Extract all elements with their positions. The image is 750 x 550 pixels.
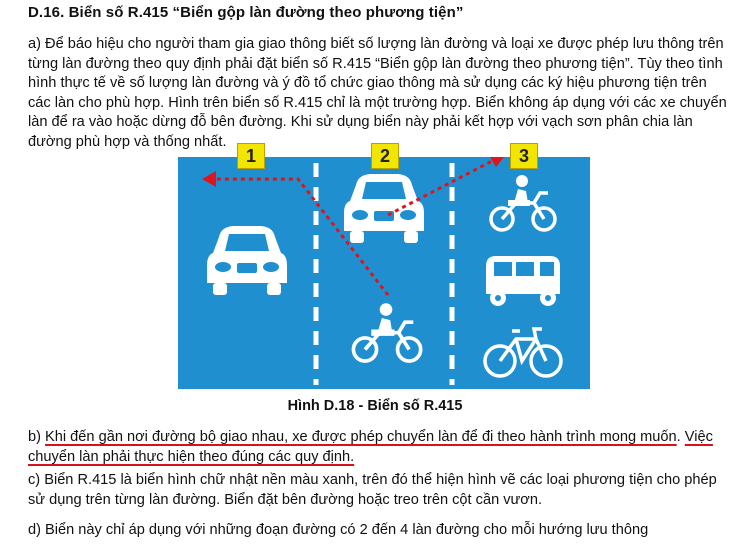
paragraph-b	[28, 428, 728, 467]
sign-r415	[178, 157, 590, 389]
paragraph-b-underlined-2: Việc chuyển làn phải thực hiện theo đúng các quy định.	[28, 429, 713, 465]
paragraph-b-underlined-1: Khi đến gần nơi đường bộ giao nhau, xe được phép chuyển làn để đi theo hành trình mong muốn	[45, 429, 677, 445]
paragraph-a: a) Để báo hiệu cho người tham gia giao thông biết số lượng làn đường và loại xe được phép lưu thông trên từng làn đường theo quy định phải đặt biển số R.415 “Biển gộp làn đường theo phương tiện”. Tùy theo tình hình thực tế về số lượng làn đường và ý đồ tổ chức giao thông mà sử dụng các ký hiệu phương tiện trên các làn cho phù hợp. Hình trên biển số R.415 chỉ là một trường hợp. Biển không áp dụng với các xe chuyển làn để ra vào hoặc dừng đỗ bên đường. Khi sử dụng biển này phải kết hợp với vạch sơn phân chia làn đường phù hợp và thống nhất.	[28, 36, 727, 150]
paragraph-c: c) Biển R.415 là biển hình chữ nhật nền màu xanh, trên đó thể hiện hình vẽ các loại phương tiện cho phép sử dụng trên từng làn đường. Biển đặt bên đường hoặc treo trên cột cần vươn.	[28, 472, 717, 508]
paragraph-d: d) Biển này chỉ áp dụng với những đoạn đường có 2 đến 4 làn đường cho mỗi hướng lưu thông	[28, 522, 649, 538]
figure-caption: Hình D.18 - Biển số R.415	[287, 398, 463, 414]
marker-1: 1	[237, 143, 265, 169]
paragraph-b-period: .	[676, 429, 685, 445]
marker-2: 2	[371, 143, 399, 169]
marker-3: 3	[510, 143, 538, 169]
paragraph-b-prefix: b)	[28, 429, 46, 445]
section-title: D.16. Biển số R.415 “Biển gộp làn đường theo phương tiện”	[28, 4, 464, 21]
